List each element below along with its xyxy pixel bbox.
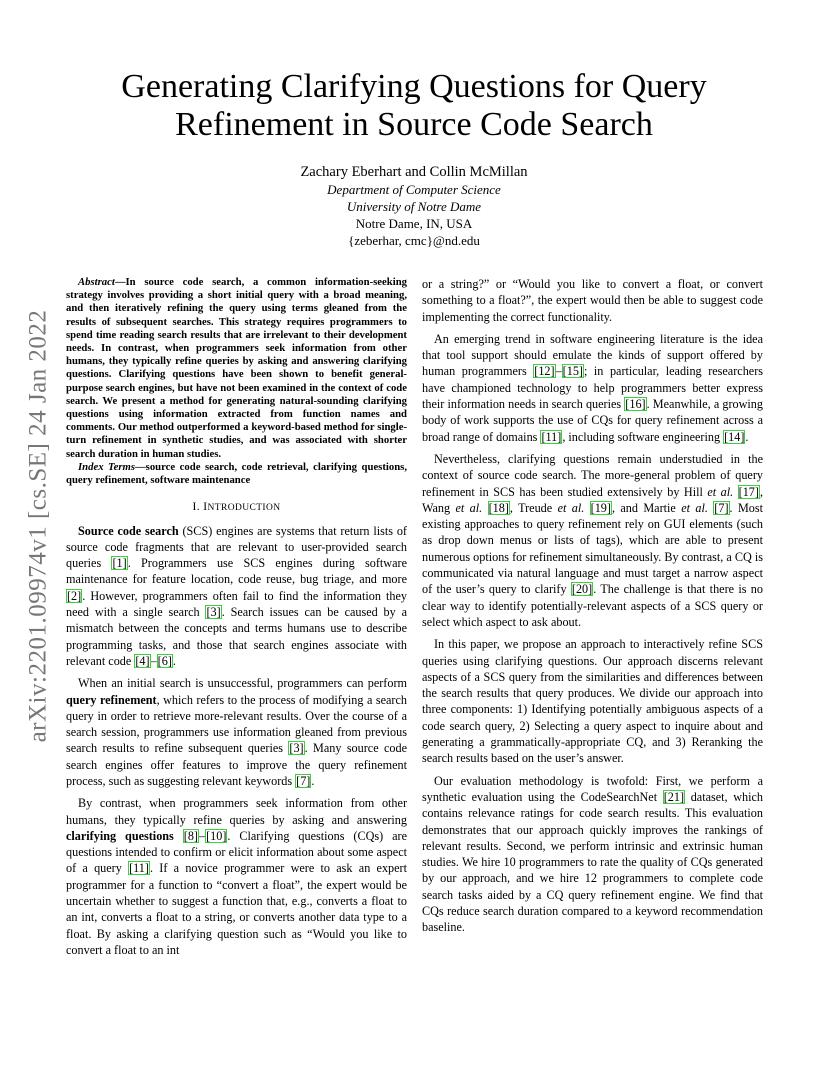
text-run: An emerging trend in software engineering literature is the idea that tool support should emulate the kinds of support offered by human programmers bbox=[422, 331, 763, 379]
text-run: Nevertheless, clarifying questions remain understudied in the context of source code search. The more-general problem of query refinement in SCS has been studied extensively by Hill bbox=[422, 451, 763, 499]
paper-title: Generating Clarifying Questions for Query Refinement in Source Code Search bbox=[121, 68, 707, 143]
text-run: – bbox=[198, 828, 206, 843]
citation-link[interactable]: [6] bbox=[157, 653, 172, 668]
text-run: . bbox=[172, 653, 176, 668]
text-run: , which refers to the process of modifying a search query in order to retrieve more-relevant results. Over the course of a search session, programmers use information gleaned from previous search results to refine subsequent queries bbox=[66, 692, 407, 756]
text-run: . Search issues can be caused by a mismatch between the concepts and terms humans use to describe programming tasks, and those that search engines associate with relevant code bbox=[66, 605, 407, 668]
abstract-text: —In source code search, a common information-seeking strategy involves providing a short initial query with a broad meaning, and then iteratively refining the query using terms gleaned from the results of subsequent searches. This strategy requires programmers to spend time reading search results that are irrelevant to their development needs. In contrast, when programmers seek information from other humans, they typically refine queries by asking and answering clarifying questions. Clarifying questions have been shown to benefit general-purpose search engines, but have not been examined in the context of code search. We present a method for generating natural-sounding clarifying questions using information extracted from function names and comments. Our method outperformed a keyword-based method for single-turn refinement in synthetic studies, and was associated with shorter search duration in human studies. bbox=[66, 276, 407, 460]
citation-link[interactable]: [10] bbox=[206, 828, 227, 843]
text-run: . Programmers use SCS engines during software maintenance for feature location, code reuse, bug triage, and more bbox=[66, 556, 407, 587]
section-heading bbox=[66, 499, 407, 516]
paragraph bbox=[66, 523, 407, 670]
text-run: or a string?” or “Would you like to convert a float, or convert something to a float?”, the expert would then be able to suggest code implementing the correct functionality. bbox=[422, 277, 763, 324]
text-run bbox=[584, 501, 589, 515]
text-run: – bbox=[150, 653, 157, 668]
citation-link[interactable]: [18] bbox=[488, 500, 509, 515]
text-run: . Clarifying questions (CQs) are questions intended to confirm or elicit information about some aspect of a query bbox=[66, 828, 408, 876]
paragraph bbox=[422, 276, 763, 325]
citation-link[interactable]: [3] bbox=[289, 741, 304, 756]
section-title-rest: NTRODUCTION bbox=[207, 503, 281, 514]
citation-link[interactable]: [14] bbox=[724, 429, 745, 444]
paragraph bbox=[422, 451, 763, 630]
paragraph bbox=[422, 773, 763, 936]
text-run: In this paper, we propose an approach to interactively refine SCS queries using clarifying questions. Our approach discerns relevant aspects of a SCS query from the similarities and differences between the search results that query produces. We divide our approach into three components: 1) Identifying potentially ambiguous aspects of a code search query, 2) Selecting a query aspect to inquire about and generating a grammatically-appropriate CQ, and 3) Reranking the search results based on the user’s answer. bbox=[422, 637, 763, 766]
bold-term: query refinement bbox=[66, 692, 157, 707]
text-run bbox=[482, 501, 487, 515]
italic-run: et al. bbox=[455, 500, 483, 515]
text-run: . Most existing approaches to query refinement rely on GUI elements (such as drop down menus or lists of tags), which are able to present numerous options for refinement simultaneously. By contrast, a CQ is communicated via natural language and must target a narrow aspect of the user’s query to clarify bbox=[422, 500, 763, 597]
citation-link[interactable]: [11] bbox=[541, 429, 562, 444]
section-number: I. bbox=[192, 501, 200, 514]
paragraph bbox=[422, 331, 763, 445]
arxiv-identifier-text: arXiv:2201.09974v1 [cs.SE] 24 Jan 2022 bbox=[24, 309, 51, 743]
university: University of Notre Dame bbox=[346, 199, 482, 214]
citation-link[interactable]: [1] bbox=[112, 556, 127, 571]
text-run: . bbox=[311, 774, 315, 788]
text-run: . bbox=[745, 429, 749, 444]
right-column bbox=[422, 276, 763, 942]
arxiv-identifier bbox=[22, 296, 54, 756]
text-run: . If a novice programmer were to ask an expert programmer for a function to “convert a float”, the expert would be uncertain whether to suggest a function that, e.g., converts a float to an int, converts a float to a string, or converts another data type to a float. By asking a clarifying question such as “Would you like to convert a float to an int bbox=[66, 861, 408, 957]
citation-link[interactable]: [20] bbox=[571, 582, 593, 597]
text-run: ; in particular, leading researchers have championed technology to help programmers better express their information needs in search queries bbox=[422, 364, 763, 412]
text-run: – bbox=[555, 364, 562, 379]
text-run: (SCS) engines are systems that return lists of source code fragments that are relevant to user-provided search queries bbox=[66, 523, 407, 571]
text-run: , and Martie bbox=[611, 500, 682, 515]
location: Notre Dame, IN, USA bbox=[355, 216, 473, 231]
text-run: , Wang bbox=[422, 484, 764, 515]
author-names: Zachary Eberhart and Collin McMillan bbox=[300, 164, 528, 180]
paragraph bbox=[66, 675, 407, 789]
citation-link[interactable]: [15] bbox=[562, 364, 583, 379]
citation-link[interactable]: [4] bbox=[135, 653, 150, 668]
citation-link[interactable]: [16] bbox=[625, 397, 646, 412]
citation-link[interactable]: [19] bbox=[590, 500, 611, 515]
text-run: dataset, which contains relevance ratings for code search results. This evaluation demonstrates that our approach quickly improves the rankings of relevant results. Second, we perform intrinsic and extrinsic human studies. We hire 10 programmers to rate the quality of CQs generated by our approach, and we hire 12 programmers to complete code search tasks aided by a CQ query refinement engine. We find that CQs reduce search duration compared to a keyword recommendation baseline. bbox=[422, 789, 764, 935]
text-run: . The challenge is that there is no clear way to identify potentially-relevant aspects of a SCS query or select which aspect to ask about. bbox=[422, 582, 763, 629]
text-run: , including software engineering bbox=[562, 429, 724, 444]
citation-link[interactable]: [12] bbox=[534, 364, 555, 379]
italic-run: et al. bbox=[707, 484, 734, 499]
left-column bbox=[66, 276, 407, 964]
citation-link[interactable]: [7] bbox=[296, 774, 311, 788]
citation-link[interactable]: [17] bbox=[738, 484, 759, 499]
italic-run: et al. bbox=[557, 500, 585, 515]
author-block bbox=[66, 163, 762, 249]
bold-term: clarifying questions bbox=[66, 828, 174, 843]
text-run: By contrast, when programmers seek information from other humans, they typically refine queries by asking and answering bbox=[66, 796, 407, 827]
paragraph bbox=[422, 636, 763, 766]
text-run: When an initial search is unsuccessful, programmers can perform bbox=[78, 676, 407, 691]
text-run bbox=[733, 485, 737, 499]
text-run bbox=[174, 829, 183, 843]
paragraph bbox=[66, 795, 407, 958]
abstract bbox=[66, 276, 407, 461]
text-run: . Many source code search engines offer features to improve the query refinement process, such as suggesting relevant keywords bbox=[66, 741, 407, 788]
index-terms bbox=[66, 461, 407, 487]
citation-link[interactable]: [2] bbox=[67, 588, 82, 603]
citation-link[interactable]: [21] bbox=[663, 789, 685, 804]
text-run: . Meanwhile, a growing body of work supports the use of CQs for query refinement across a broad range of domains bbox=[422, 397, 763, 444]
text-run: . However, programmers often fail to find the information they need with a single search bbox=[66, 588, 407, 620]
citation-link[interactable]: [7] bbox=[714, 500, 729, 515]
abstract-label: Abstract bbox=[78, 276, 115, 288]
text-run: Our evaluation methodology is twofold: First, we perform a synthetic evaluation using the CodeSearchNet bbox=[422, 773, 763, 804]
section-title-first: I bbox=[203, 501, 208, 514]
index-terms-text: —source code search, code retrieval, clarifying questions, query refinement, software maintenance bbox=[66, 460, 407, 487]
citation-link[interactable]: [3] bbox=[206, 605, 221, 620]
department: Department of Computer Science bbox=[327, 182, 501, 197]
index-terms-label: Index Terms bbox=[78, 460, 135, 473]
citation-link[interactable]: [8] bbox=[183, 828, 198, 843]
italic-run: et al. bbox=[681, 500, 708, 515]
email: {zeberhar, cmc}@nd.edu bbox=[348, 233, 480, 248]
text-run: , Treude bbox=[509, 500, 558, 515]
bold-term: Source code search bbox=[78, 523, 179, 538]
citation-link[interactable]: [11] bbox=[129, 861, 149, 876]
